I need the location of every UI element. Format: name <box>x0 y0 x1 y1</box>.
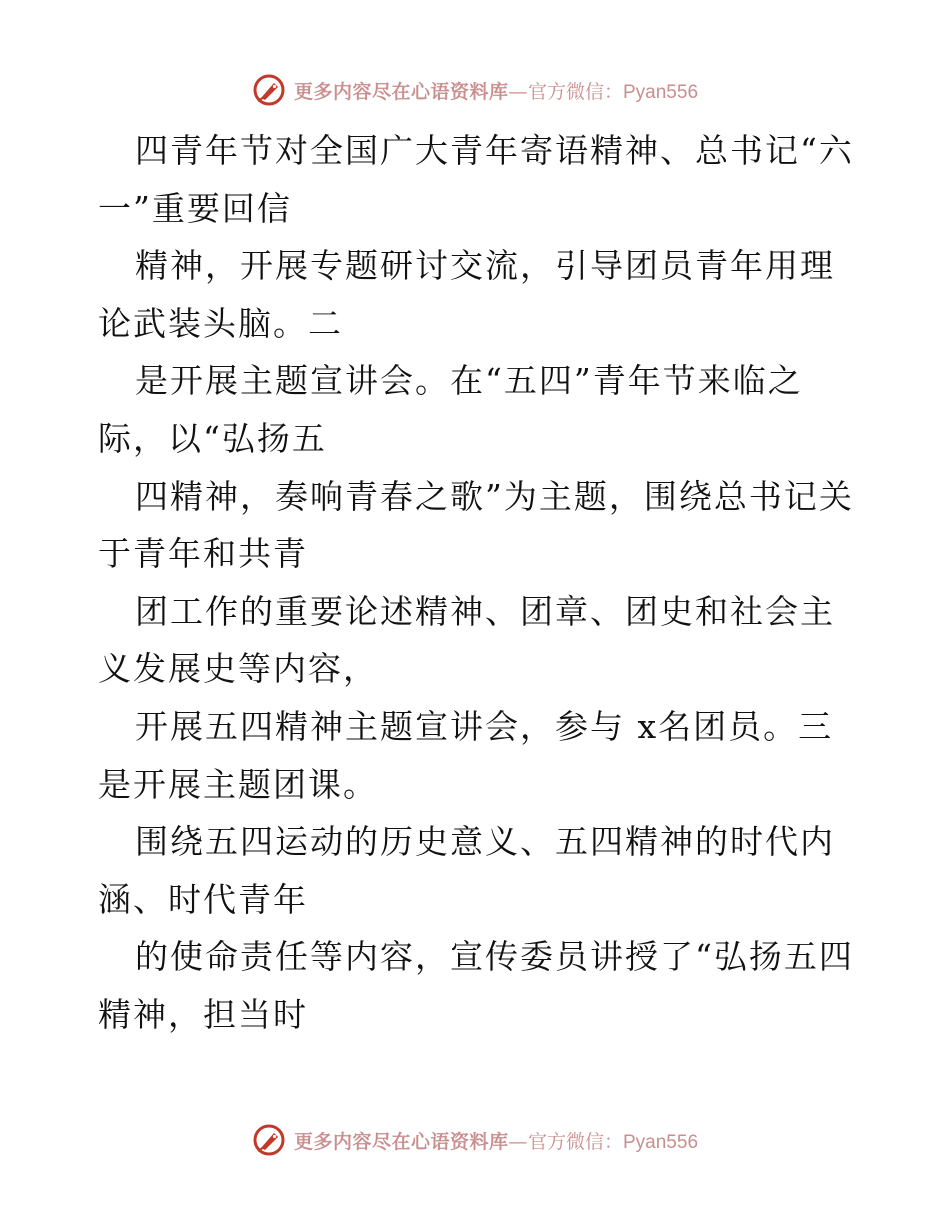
header-banner-text <box>294 77 698 104</box>
paragraph-6: 开展五四精神主题宣讲会，参与 x名团员。三是开展主题团课。 <box>98 706 834 804</box>
footer-banner <box>0 1118 950 1162</box>
header-banner-separator: — <box>508 80 528 103</box>
paragraph-2: 精神，开展专题研讨交流，引导团员青年用理论武装头脑。二 <box>98 246 835 343</box>
paragraph-7: 围绕五四运动的历史意义、五四精神的时代内涵、时代青年 <box>98 822 835 919</box>
document-body <box>98 122 858 1044</box>
paragraph-3: 是开展主题宣讲会。在“五四”青年节来临之际，以“弘扬五 <box>98 361 803 458</box>
footer-banner-text <box>294 1127 698 1154</box>
header-banner-title: 更多内容尽在心语资料库 <box>293 80 509 103</box>
header-banner <box>0 68 950 112</box>
footer-banner-separator: — <box>508 1130 528 1153</box>
pen-nib-logo-icon <box>252 73 286 107</box>
paragraph-8: 的使命责任等内容，宣传委员讲授了“弘扬五四精神，担当时 <box>98 937 854 1034</box>
pen-nib-logo-icon <box>252 1123 286 1157</box>
paragraph-4: 四精神，奏响青春之歌”为主题，围绕总书记关于青年和共青 <box>98 476 854 574</box>
paragraph-5: 团工作的重要论述精神、团章、团史和社会主义发展史等内容， <box>98 591 835 689</box>
header-banner-account: 官方微信：Pyan556 <box>528 81 699 103</box>
footer-banner-title: 更多内容尽在心语资料库 <box>293 1130 509 1153</box>
paragraph-1: 四青年节对全国广大青年寄语精神、总书记“六一”重要回信 <box>98 131 854 228</box>
footer-banner-account: 官方微信：Pyan556 <box>528 1131 699 1153</box>
